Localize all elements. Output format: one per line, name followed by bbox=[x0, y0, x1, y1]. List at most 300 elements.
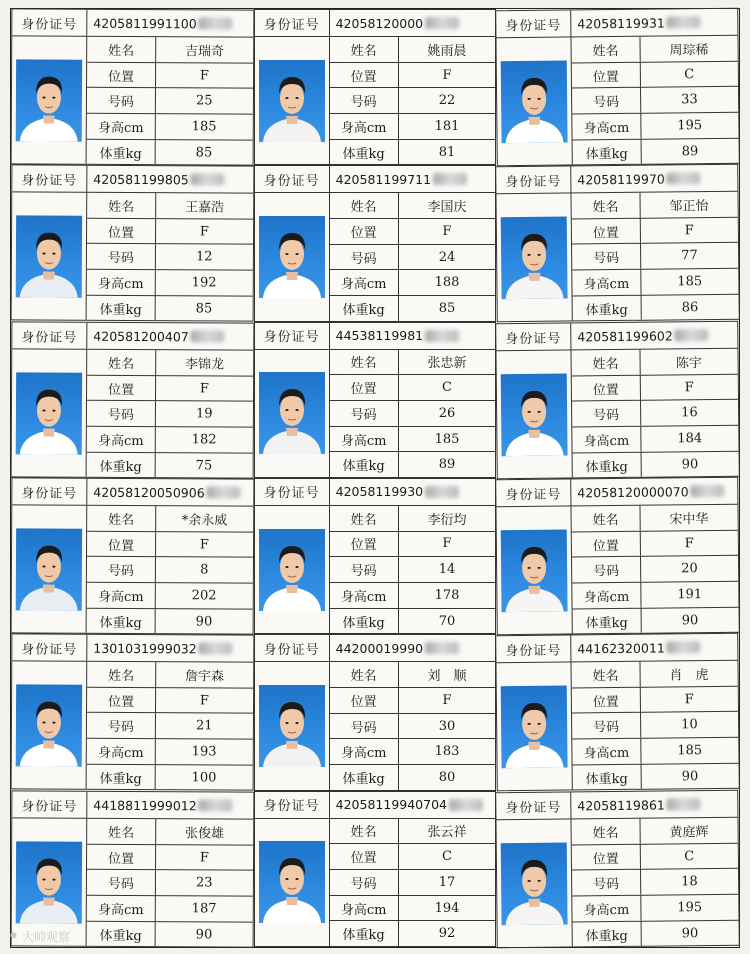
field-label-weight: 体重kg bbox=[87, 139, 156, 164]
card-body bbox=[497, 36, 739, 166]
field-label-weight: 体重kg bbox=[330, 296, 399, 321]
field-label-weight: 体重kg bbox=[87, 452, 156, 477]
player-photo bbox=[16, 215, 82, 297]
fields-table bbox=[572, 817, 739, 946]
card-body bbox=[497, 348, 739, 478]
field-label-height: 身高cm bbox=[573, 739, 642, 764]
field-label-weight: 体重kg bbox=[330, 609, 399, 634]
field-label-weight: 体重kg bbox=[87, 765, 156, 790]
field-row-position bbox=[572, 843, 738, 870]
player-card bbox=[496, 633, 740, 792]
portrait-icon bbox=[259, 685, 325, 767]
id-row bbox=[255, 10, 496, 37]
field-row-position bbox=[330, 219, 496, 245]
field-label-height: 身高cm bbox=[87, 114, 156, 139]
portrait-icon bbox=[259, 841, 325, 923]
player-photo bbox=[259, 60, 325, 142]
field-label-weight: 体重kg bbox=[573, 765, 642, 790]
photo-cell bbox=[12, 662, 88, 790]
field-label-name: 姓名 bbox=[330, 350, 399, 375]
field-row-position bbox=[330, 688, 496, 714]
player-card bbox=[11, 165, 254, 323]
field-label-position: 位置 bbox=[330, 375, 399, 400]
field-row-name bbox=[330, 193, 496, 219]
field-value-name: *余永威 bbox=[181, 513, 228, 529]
field-value-name: 黄庭辉 bbox=[669, 824, 709, 840]
field-value-weight: 75 bbox=[195, 457, 213, 473]
field-row-number bbox=[572, 556, 738, 583]
field-value-height: 193 bbox=[191, 744, 217, 760]
field-row-number bbox=[87, 88, 253, 115]
field-row-name bbox=[330, 350, 496, 376]
field-value-weight: 80 bbox=[438, 769, 456, 785]
field-value-weight: 81 bbox=[438, 144, 456, 160]
player-photo bbox=[501, 529, 568, 612]
field-row-height bbox=[330, 427, 496, 453]
field-label-number: 号码 bbox=[87, 244, 156, 269]
player-card bbox=[11, 8, 254, 166]
player-card bbox=[11, 634, 254, 792]
field-label-height: 身高cm bbox=[330, 270, 399, 295]
card-body bbox=[497, 505, 739, 635]
player-card bbox=[11, 321, 254, 479]
field-label-position: 位置 bbox=[330, 532, 399, 557]
redaction-blur bbox=[433, 173, 467, 185]
id-label: 身份证号 bbox=[255, 792, 330, 818]
portrait-icon bbox=[501, 529, 568, 612]
id-number: 42058120000070 bbox=[577, 483, 690, 500]
id-number: 42058119931 bbox=[577, 14, 666, 31]
field-label-height: 身高cm bbox=[87, 426, 156, 451]
field-row-number bbox=[330, 870, 496, 896]
player-card bbox=[254, 791, 497, 947]
field-row-height bbox=[87, 583, 253, 610]
field-value-position: F bbox=[199, 536, 209, 552]
field-label-position: 位置 bbox=[330, 844, 399, 869]
fields-table bbox=[87, 193, 253, 321]
photo-cell bbox=[12, 505, 88, 633]
field-row-weight bbox=[573, 607, 739, 633]
field-label-number: 号码 bbox=[330, 401, 399, 426]
redaction-blur bbox=[191, 330, 225, 342]
field-label-weight: 体重kg bbox=[573, 296, 642, 321]
field-label-height: 身高cm bbox=[573, 270, 642, 295]
field-label-number: 号码 bbox=[572, 244, 641, 269]
field-row-number bbox=[330, 557, 496, 583]
field-row-weight bbox=[330, 140, 496, 165]
field-label-name: 姓名 bbox=[87, 818, 156, 843]
field-value-height: 185 bbox=[677, 274, 703, 290]
field-row-number bbox=[87, 401, 253, 428]
id-number: 420581199711 bbox=[335, 171, 432, 187]
player-photo bbox=[16, 372, 82, 454]
fields-table bbox=[572, 661, 739, 790]
field-row-position bbox=[572, 218, 738, 245]
field-value-position: C bbox=[684, 848, 695, 864]
photo-cell bbox=[497, 506, 573, 634]
redaction-blur bbox=[199, 799, 233, 811]
field-label-position: 位置 bbox=[87, 688, 156, 713]
field-label-position: 位置 bbox=[87, 375, 156, 400]
portrait-icon bbox=[259, 60, 325, 142]
field-value-position: F bbox=[199, 693, 209, 709]
field-value-height: 185 bbox=[677, 743, 703, 759]
field-label-position: 位置 bbox=[572, 62, 641, 87]
player-photo bbox=[16, 528, 82, 610]
id-label: 身份证号 bbox=[497, 10, 572, 37]
field-label-weight: 体重kg bbox=[573, 452, 642, 477]
portrait-icon bbox=[501, 686, 568, 769]
id-label: 身份证号 bbox=[12, 635, 87, 661]
photo-cell bbox=[255, 193, 330, 320]
field-label-position: 位置 bbox=[87, 62, 156, 87]
field-row-name bbox=[330, 506, 496, 532]
field-label-height: 身高cm bbox=[87, 895, 156, 920]
field-value-number: 17 bbox=[438, 874, 456, 890]
card-body bbox=[12, 36, 253, 165]
player-photo bbox=[259, 372, 325, 454]
field-row-height bbox=[573, 738, 739, 765]
portrait-icon bbox=[16, 684, 82, 766]
card-body bbox=[255, 819, 496, 946]
field-label-height: 身高cm bbox=[573, 895, 642, 920]
fields-table bbox=[87, 818, 253, 946]
fields-table bbox=[87, 662, 253, 790]
field-value-height: 185 bbox=[434, 431, 460, 447]
player-card bbox=[254, 478, 497, 634]
field-row-number bbox=[572, 869, 738, 896]
id-number: 42058120050906 bbox=[93, 484, 205, 500]
field-label-weight: 体重kg bbox=[330, 140, 399, 165]
field-label-position: 位置 bbox=[572, 844, 641, 869]
field-label-position: 位置 bbox=[330, 688, 399, 713]
roster-sheet bbox=[10, 8, 740, 948]
photo-cell bbox=[497, 350, 573, 478]
field-row-weight bbox=[87, 765, 253, 791]
field-value-name: 刘 顺 bbox=[427, 669, 467, 685]
redaction-blur bbox=[425, 17, 459, 29]
field-row-weight bbox=[330, 452, 496, 477]
field-value-position: F bbox=[442, 67, 452, 83]
id-number: 420581199602 bbox=[577, 327, 674, 344]
field-row-position bbox=[572, 61, 738, 88]
field-value-weight: 89 bbox=[681, 143, 699, 159]
field-row-position bbox=[87, 219, 253, 246]
card-body bbox=[12, 193, 253, 322]
id-value bbox=[87, 791, 253, 818]
field-row-height bbox=[573, 894, 739, 921]
field-label-height: 身高cm bbox=[330, 583, 399, 608]
field-label-height: 身高cm bbox=[330, 739, 399, 764]
field-label-name: 姓名 bbox=[330, 662, 399, 687]
id-label: 身份证号 bbox=[497, 323, 572, 350]
field-value-position: C bbox=[684, 66, 695, 82]
field-label-number: 号码 bbox=[87, 401, 156, 426]
field-label-number: 号码 bbox=[87, 557, 156, 582]
card-body bbox=[255, 506, 496, 633]
field-label-position: 位置 bbox=[572, 688, 641, 713]
redaction-blur bbox=[667, 16, 701, 28]
field-value-name: 姚雨晨 bbox=[427, 43, 467, 59]
field-row-weight bbox=[573, 920, 739, 946]
fields-table bbox=[572, 348, 739, 477]
field-label-weight: 体重kg bbox=[330, 765, 399, 790]
id-value bbox=[572, 165, 738, 193]
field-value-number: 33 bbox=[681, 92, 699, 108]
watermark-icon: ⚫ bbox=[8, 929, 19, 944]
field-label-height: 身高cm bbox=[573, 426, 642, 451]
field-value-number: 77 bbox=[681, 248, 699, 264]
redaction-blur bbox=[667, 798, 701, 810]
redaction-blur bbox=[667, 172, 701, 184]
field-value-position: F bbox=[684, 535, 695, 551]
field-row-height bbox=[573, 269, 739, 296]
field-label-name: 姓名 bbox=[87, 506, 156, 531]
field-label-position: 位置 bbox=[572, 219, 641, 244]
player-card bbox=[496, 164, 740, 323]
id-number: 42058119940704 bbox=[335, 797, 447, 813]
field-value-position: F bbox=[684, 692, 695, 708]
photo-cell bbox=[497, 819, 573, 947]
field-row-position bbox=[87, 531, 253, 558]
player-photo bbox=[259, 841, 325, 923]
player-card bbox=[11, 790, 254, 948]
redaction-blur bbox=[425, 486, 459, 498]
player-photo bbox=[501, 217, 568, 300]
fields-table bbox=[572, 36, 739, 165]
id-label: 身份证号 bbox=[497, 792, 572, 819]
id-value bbox=[330, 166, 496, 192]
portrait-icon bbox=[501, 60, 568, 143]
id-value bbox=[330, 10, 496, 36]
field-row-name bbox=[330, 819, 496, 845]
id-row bbox=[255, 635, 496, 662]
field-row-weight bbox=[87, 296, 253, 322]
redaction-blur bbox=[199, 643, 233, 655]
id-row bbox=[12, 791, 253, 819]
field-value-position: F bbox=[199, 380, 209, 396]
field-value-number: 21 bbox=[195, 718, 213, 734]
field-row-height bbox=[87, 895, 253, 922]
field-value-position: F bbox=[199, 67, 209, 83]
photo-cell bbox=[255, 37, 330, 164]
fields-table bbox=[87, 349, 253, 477]
field-label-weight: 体重kg bbox=[87, 921, 156, 946]
player-card bbox=[496, 320, 740, 479]
id-number: 44162320011 bbox=[577, 640, 666, 657]
field-row-weight bbox=[87, 452, 253, 478]
field-label-position: 位置 bbox=[330, 63, 399, 88]
redaction-blur bbox=[199, 17, 233, 29]
field-row-name bbox=[572, 817, 738, 844]
portrait-icon bbox=[259, 372, 325, 454]
id-value bbox=[330, 792, 496, 818]
fields-table bbox=[330, 350, 496, 477]
field-value-name: 陈宇 bbox=[676, 355, 703, 371]
field-value-height: 187 bbox=[191, 900, 217, 916]
redaction-blur bbox=[425, 642, 459, 654]
field-label-height: 身高cm bbox=[330, 114, 399, 139]
field-label-name: 姓名 bbox=[330, 506, 399, 531]
field-label-name: 姓名 bbox=[330, 193, 399, 218]
card-body bbox=[255, 350, 496, 477]
field-label-number: 号码 bbox=[572, 557, 641, 582]
player-photo bbox=[16, 59, 82, 141]
player-photo bbox=[501, 842, 568, 925]
field-row-position bbox=[572, 374, 738, 401]
id-label: 身份证号 bbox=[497, 636, 572, 663]
id-label: 身份证号 bbox=[12, 791, 87, 817]
id-row bbox=[12, 635, 253, 663]
photo-cell bbox=[12, 818, 88, 946]
id-number: 42058120000 bbox=[335, 15, 424, 31]
field-row-height bbox=[87, 114, 253, 141]
field-row-height bbox=[87, 426, 253, 453]
field-value-name: 詹宇森 bbox=[184, 669, 225, 685]
fields-table bbox=[572, 505, 739, 634]
field-value-height: 182 bbox=[191, 431, 217, 447]
field-value-name: 李锦龙 bbox=[184, 356, 225, 372]
id-value bbox=[330, 323, 496, 349]
id-label: 身份证号 bbox=[255, 323, 330, 349]
id-value bbox=[572, 790, 738, 818]
field-row-weight bbox=[573, 138, 739, 164]
field-value-weight: 89 bbox=[438, 457, 456, 473]
fields-table bbox=[87, 506, 253, 634]
id-row bbox=[497, 165, 738, 195]
field-value-name: 宋中华 bbox=[669, 511, 709, 528]
redaction-blur bbox=[449, 799, 483, 811]
field-row-position bbox=[572, 530, 738, 557]
field-label-height: 身高cm bbox=[87, 583, 156, 608]
redaction-blur bbox=[191, 174, 225, 186]
id-value bbox=[87, 322, 253, 349]
id-label: 身份证号 bbox=[255, 635, 330, 661]
field-row-weight bbox=[330, 765, 496, 790]
field-label-name: 姓名 bbox=[330, 819, 399, 844]
id-row bbox=[497, 478, 738, 508]
field-value-height: 194 bbox=[434, 900, 460, 916]
field-label-name: 姓名 bbox=[87, 662, 156, 687]
player-photo bbox=[16, 684, 82, 766]
field-row-number bbox=[87, 557, 253, 584]
field-row-height bbox=[87, 739, 253, 766]
field-row-name bbox=[572, 505, 738, 532]
field-value-name: 吉瑞奇 bbox=[184, 44, 225, 60]
id-row bbox=[12, 322, 253, 350]
field-value-weight: 90 bbox=[681, 769, 699, 785]
field-value-number: 20 bbox=[681, 561, 699, 577]
field-value-name: 周琮稀 bbox=[669, 42, 709, 59]
field-label-number: 号码 bbox=[330, 870, 399, 895]
field-value-weight: 70 bbox=[438, 613, 456, 629]
id-value bbox=[572, 9, 738, 37]
field-value-number: 14 bbox=[438, 562, 456, 578]
field-value-height: 202 bbox=[191, 588, 217, 604]
id-row bbox=[12, 478, 253, 506]
field-value-height: 191 bbox=[677, 586, 703, 603]
field-label-name: 姓名 bbox=[572, 37, 641, 62]
field-row-weight bbox=[330, 921, 496, 946]
portrait-icon bbox=[16, 841, 82, 923]
photo-cell bbox=[255, 662, 330, 789]
fields-table bbox=[330, 193, 496, 320]
player-card bbox=[11, 477, 254, 635]
field-row-position bbox=[572, 687, 738, 714]
field-label-weight: 体重kg bbox=[330, 452, 399, 477]
field-row-position bbox=[330, 375, 496, 401]
field-value-name: 张忠新 bbox=[427, 356, 467, 372]
field-value-number: 25 bbox=[195, 93, 213, 109]
field-row-weight bbox=[573, 295, 739, 321]
card-body bbox=[12, 662, 253, 791]
field-label-position: 位置 bbox=[572, 375, 641, 400]
field-row-number bbox=[572, 712, 738, 739]
field-value-position: F bbox=[199, 849, 209, 865]
field-value-number: 18 bbox=[681, 873, 699, 890]
card-body bbox=[497, 661, 739, 791]
field-value-name: 张云祥 bbox=[427, 825, 467, 841]
portrait-icon bbox=[259, 529, 325, 611]
player-card bbox=[254, 9, 497, 165]
redaction-blur bbox=[207, 486, 241, 498]
portrait-icon bbox=[501, 373, 568, 456]
id-number: 4205811991100 bbox=[93, 15, 197, 31]
field-value-height: 181 bbox=[434, 118, 460, 134]
player-photo bbox=[259, 685, 325, 767]
field-row-number bbox=[330, 714, 496, 740]
field-row-weight bbox=[573, 451, 739, 477]
player-photo bbox=[259, 216, 325, 298]
field-value-weight: 100 bbox=[191, 770, 217, 786]
field-value-name: 邹正怡 bbox=[669, 199, 709, 215]
field-value-position: C bbox=[442, 380, 452, 396]
id-value bbox=[572, 321, 738, 349]
field-value-height: 184 bbox=[677, 430, 703, 446]
field-value-weight: 85 bbox=[438, 300, 456, 316]
field-label-name: 姓名 bbox=[572, 349, 641, 374]
field-row-height bbox=[330, 739, 496, 765]
field-value-name: 李国庆 bbox=[427, 200, 467, 216]
player-card bbox=[254, 634, 497, 790]
field-value-number: 24 bbox=[438, 249, 456, 265]
photo-cell bbox=[12, 193, 88, 321]
field-value-position: F bbox=[442, 692, 452, 708]
player-card bbox=[496, 8, 740, 167]
field-label-height: 身高cm bbox=[573, 114, 642, 139]
portrait-icon bbox=[16, 59, 82, 141]
field-row-height bbox=[573, 425, 739, 452]
card-body bbox=[12, 505, 253, 634]
field-value-position: C bbox=[442, 849, 452, 865]
photo-cell bbox=[255, 819, 330, 946]
id-row bbox=[497, 634, 738, 664]
portrait-icon bbox=[16, 372, 82, 454]
card-body bbox=[255, 193, 496, 320]
id-row bbox=[255, 792, 496, 819]
id-label: 身份证号 bbox=[255, 10, 330, 36]
player-card bbox=[496, 789, 740, 948]
field-row-weight bbox=[573, 764, 739, 790]
id-value bbox=[87, 479, 253, 506]
field-value-number: 30 bbox=[438, 718, 456, 734]
field-row-height bbox=[330, 583, 496, 609]
id-number: 42058119861 bbox=[577, 796, 666, 813]
field-label-name: 姓名 bbox=[330, 37, 399, 62]
portrait-icon bbox=[501, 217, 568, 300]
field-label-number: 号码 bbox=[330, 557, 399, 582]
field-label-number: 号码 bbox=[87, 870, 156, 895]
